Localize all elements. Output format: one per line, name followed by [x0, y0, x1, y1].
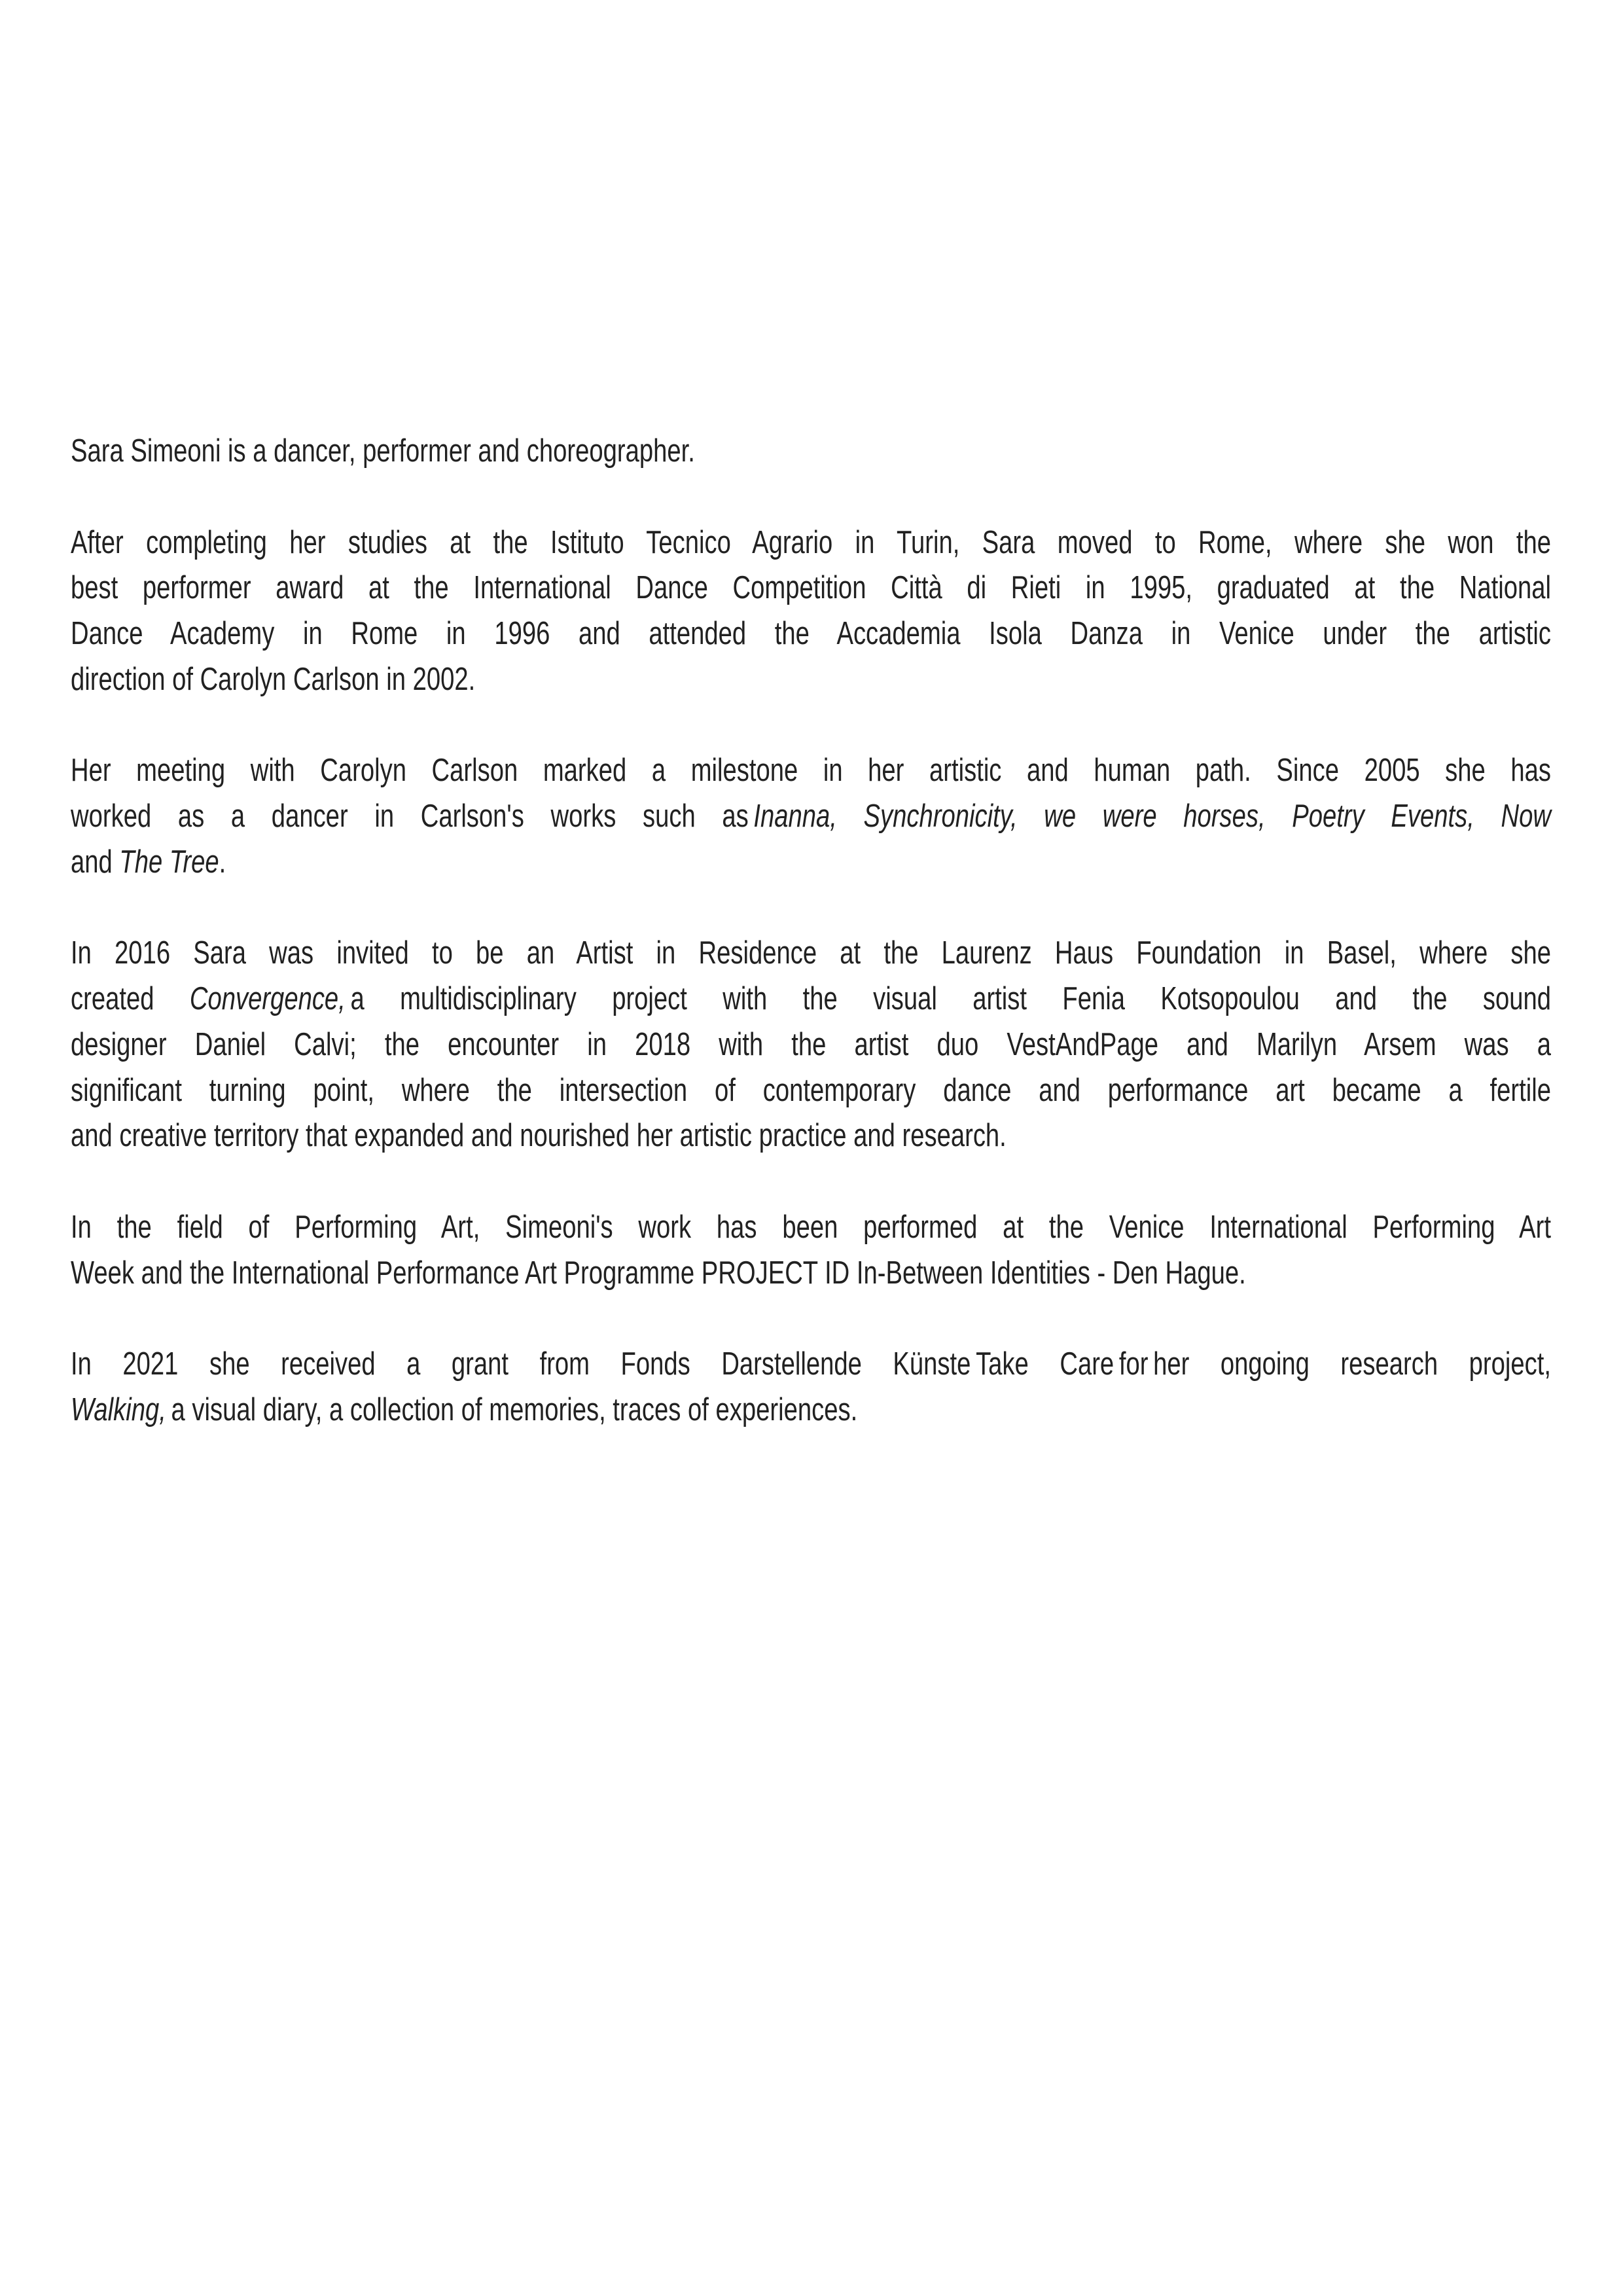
text-segment: In 2021 she received a grant from Fonds Darstellende Künste Take Care for her ongoing research project, — [71, 1346, 1551, 1382]
text-line — [71, 1342, 1551, 1388]
text-line — [71, 1388, 1551, 1433]
text-segment: and creative territory that expanded and nourished her artistic practice and research. — [71, 1118, 1007, 1154]
text-line — [71, 977, 1551, 1022]
text-line — [71, 1251, 1551, 1297]
text-segment: and — [71, 844, 120, 880]
text-line — [71, 1205, 1551, 1251]
text-segment: designer Daniel Calvi; the encounter in 2018 with the artist duo VestAndPage and Marilyn Arsem was a — [71, 1026, 1551, 1062]
text-segment: Dance Academy in Rome in 1996 and attended the Accademia Isola Danza in Venice under the artistic — [71, 616, 1551, 651]
text-segment: created — [71, 981, 190, 1016]
text-segment: worked as a dancer in Carlson's works such as — [71, 798, 754, 834]
italic-text-segment: Convergence, — [189, 981, 346, 1016]
italic-text-segment: Inanna, Synchronicity, we were horses, Poetry Events, Now — [753, 798, 1552, 834]
text-line — [71, 611, 1551, 657]
italic-text-segment: Walking, — [71, 1391, 166, 1427]
text-line — [71, 565, 1551, 611]
text-segment: Her meeting with Carolyn Carlson marked a milestone in her artistic and human path. Since 2005 she has — [71, 753, 1551, 789]
text-line — [71, 840, 1551, 886]
text-segment: a visual diary, a collection of memories, traces of experiences. — [166, 1391, 858, 1427]
bio-text-block — [71, 429, 1551, 1479]
text-segment: a multidisciplinary project with the visual artist Fenia Kotsopoulou and the sound — [345, 981, 1552, 1016]
text-line — [71, 748, 1551, 794]
bio-paragraph-2 — [71, 520, 1551, 703]
text-segment: significant turning point, where the intersection of contemporary dance and performance art became a fertile — [71, 1072, 1551, 1108]
text-segment: After completing her studies at the Istituto Tecnico Agrario in Turin, Sara moved to Rome, where she won the — [71, 524, 1551, 560]
text-segment: In 2016 Sara was invited to be an Artist in Residence at the Laurenz Haus Foundation in Basel, where she — [71, 935, 1551, 971]
bio-paragraph-1 — [71, 429, 1551, 475]
text-segment: best performer award at the International Dance Competition Città di Rieti in 1995, graduated at the National — [71, 570, 1551, 606]
text-line — [71, 1113, 1551, 1159]
text-segment: Week and the International Performance Art Programme PROJECT ID In-Between Identities - Den Hague. — [71, 1255, 1246, 1291]
text-line — [71, 657, 1551, 703]
text-line — [71, 794, 1551, 840]
text-line — [71, 429, 1551, 475]
bio-paragraph-4 — [71, 931, 1551, 1159]
text-line — [71, 520, 1551, 566]
text-line — [71, 931, 1551, 977]
text-segment: direction of Carolyn Carlson in 2002. — [71, 661, 476, 697]
text-segment: . — [219, 844, 226, 880]
bio-paragraph-5 — [71, 1205, 1551, 1297]
bio-paragraph-3 — [71, 748, 1551, 885]
text-segment: Sara Simeoni is a dancer, performer and choreographer. — [71, 433, 695, 469]
text-segment: In the field of Performing Art, Simeoni's work has been performed at the Venice International Performing Art — [71, 1209, 1551, 1245]
bio-paragraph-6 — [71, 1342, 1551, 1433]
text-line — [71, 1022, 1551, 1068]
italic-text-segment: The Tree — [119, 844, 219, 880]
text-line — [71, 1068, 1551, 1114]
